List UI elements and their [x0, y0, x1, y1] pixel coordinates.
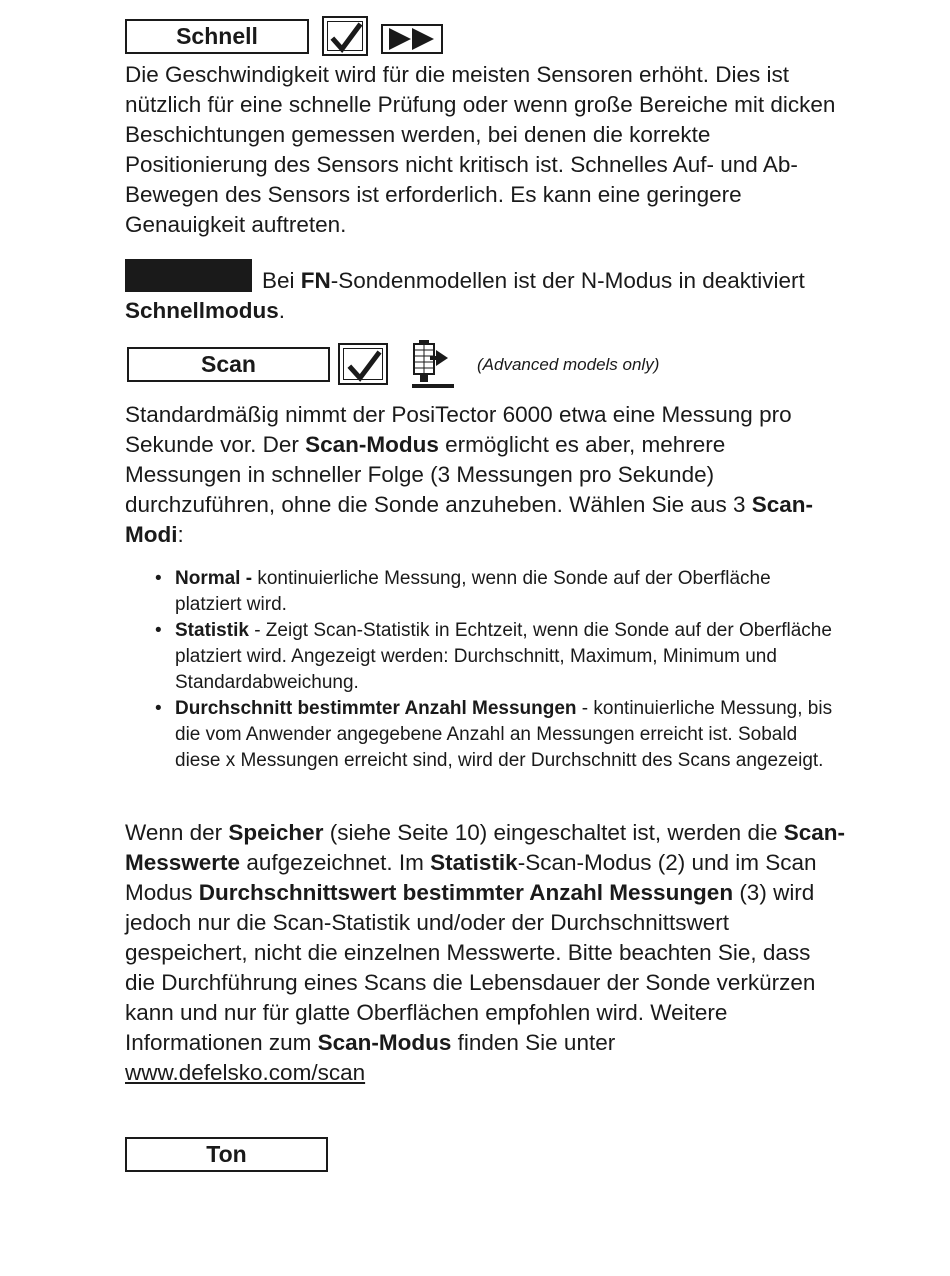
advanced-models-note: (Advanced models only) [477, 355, 660, 374]
list-item: • Statistik - Zeigt Scan-Statistik in Echtzeit, wenn die Sonde auf der Oberfläche platziert wird. Angezeigt werden: Durchschnitt, Maximum, Minimum und Standardabweichung. [155, 618, 835, 696]
scan-menu-label: Scan [127, 347, 330, 382]
fast-forward-icon [381, 24, 443, 54]
checkmark-icon [324, 18, 370, 58]
list-item: • Durchschnitt bestimmter Anzahl Messungen - kontinuierliche Messung, bis die vom Anwender angegebene Anzahl an Messungen erreicht ist. Sobald diese x Messungen erreicht sind, wird der Durchschnitt des Scans angezeigt. [155, 696, 835, 774]
ton-menu-label: Ton [125, 1137, 328, 1172]
defelsko-scan-link[interactable]: www.defelsko.com/scan [125, 1060, 366, 1085]
scan-mode-list [155, 566, 835, 774]
schnell-menu-label: Schnell [125, 19, 309, 54]
scan-probe-icon [408, 338, 458, 390]
schnell-note: Bei FN-Sondenmodellen ist der N-Modus in deaktiviert Schnellmodus. [125, 268, 805, 323]
scan-memory-info: Wenn der Speicher (siehe Seite 10) eingeschaltet ist, werden die Scan-Messwerte aufgezeichnet. Im Statistik-Scan-Modus (2) und im Scan Modus Durchschnittswert bestimmter Anzahl Messungen (3) wird jedoch nur die Scan-Statistik und/oder der Durchschnittswert gespeichert, nicht die einzelnen Messwerte. Bitte beachten Sie, dass die Durchführung eines Scans die Lebensdauer der Sonde verkürzen kann und nur für glatte Oberflächen empfohlen wird. Weitere Informationen zum Scan-Modus finden Sie unter www.defelsko.com/scan [125, 820, 845, 1085]
schnell-description: Die Geschwindigkeit wird für die meisten Sensoren erhöht. Dies ist nützlich für eine schnelle Prüfung oder wenn große Bereiche mit dicken Beschichtungen gemessen werden, bei denen die korrekte Positionierung des Sensors nicht kritisch ist. Schnelles Auf- und Ab- Bewegen des Sensors ist erforderlich. Es kann eine geringere Genauigkeit auftreten. [125, 62, 836, 237]
schnell-checkbox [322, 16, 368, 56]
checkmark-icon [340, 345, 390, 387]
list-item: • Normal - kontinuierliche Messung, wenn die Sonde auf der Oberfläche platziert wird. [155, 566, 835, 618]
scan-checkbox [338, 343, 388, 385]
scan-intro: Standardmäßig nimmt der PosiTector 6000 etwa eine Messung pro Sekunde vor. Der Scan-Modus ermöglicht es aber, mehrere Messungen in schneller Folge (3 Messungen pro Sekunde) durchzuführen, ohne die Sonde anzuheben. Wählen Sie aus 3 Scan-Modi: [125, 402, 813, 547]
